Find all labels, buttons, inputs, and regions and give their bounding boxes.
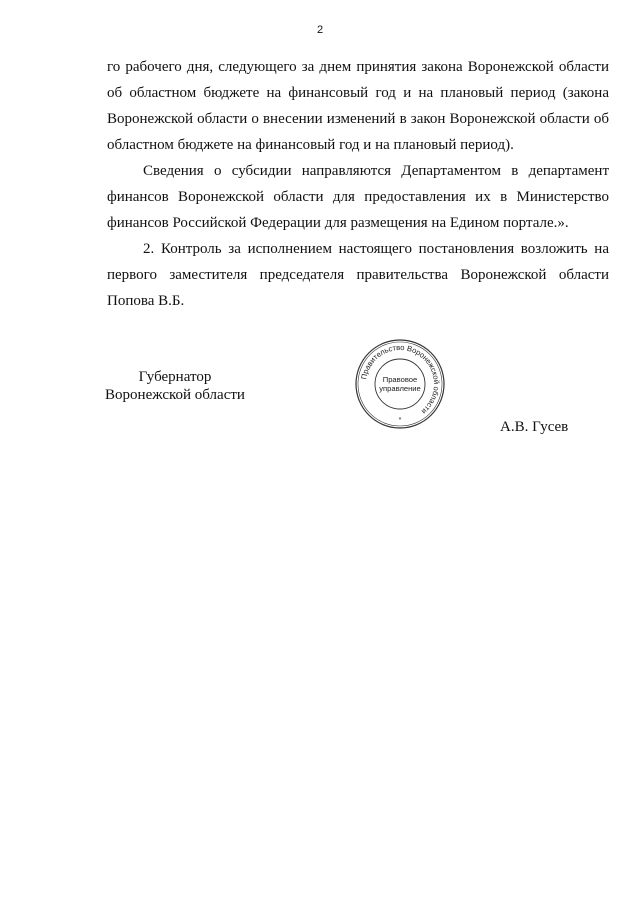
paragraph-control: 2. Контроль за исполнением настоящего постановления возложить на первого заместителя председателя правительства Воронежской области Попова В.Б.	[107, 241, 609, 309]
signatory-title	[100, 368, 250, 404]
stamp-center-line1: Правовое	[382, 375, 418, 384]
paragraph-continuation: го рабочего дня, следующего за днем принятия закона Воронежской области об областном бюджете на финансовый год и на плановый период (закона Воронежской области о внесении изменений в закон Воронежской области об областном бюджете на финансовый год и на плановый период).	[107, 59, 609, 153]
signature-block	[0, 342, 640, 458]
signatory-title-line2: Воронежской области	[105, 387, 245, 403]
stamp-ring-text: Правительство Воронежской области	[359, 342, 442, 417]
page-number: 2	[316, 24, 324, 36]
paragraph-subsidy-info: Сведения о субсидии направляются Департаментом в департамент финансов Воронежской области для предоставления их в Министерство финансов Российской Федерации для размещения на Едином портале.».	[107, 163, 609, 231]
signatory-title-line1: Губернатор	[138, 369, 212, 385]
stamp-star-icon: *	[398, 417, 402, 424]
legal-department-stamp	[354, 338, 446, 430]
signatory-name: А.В. Гусев	[500, 419, 569, 435]
stamp-center-line2: управление	[379, 384, 421, 393]
document-body	[107, 54, 609, 314]
